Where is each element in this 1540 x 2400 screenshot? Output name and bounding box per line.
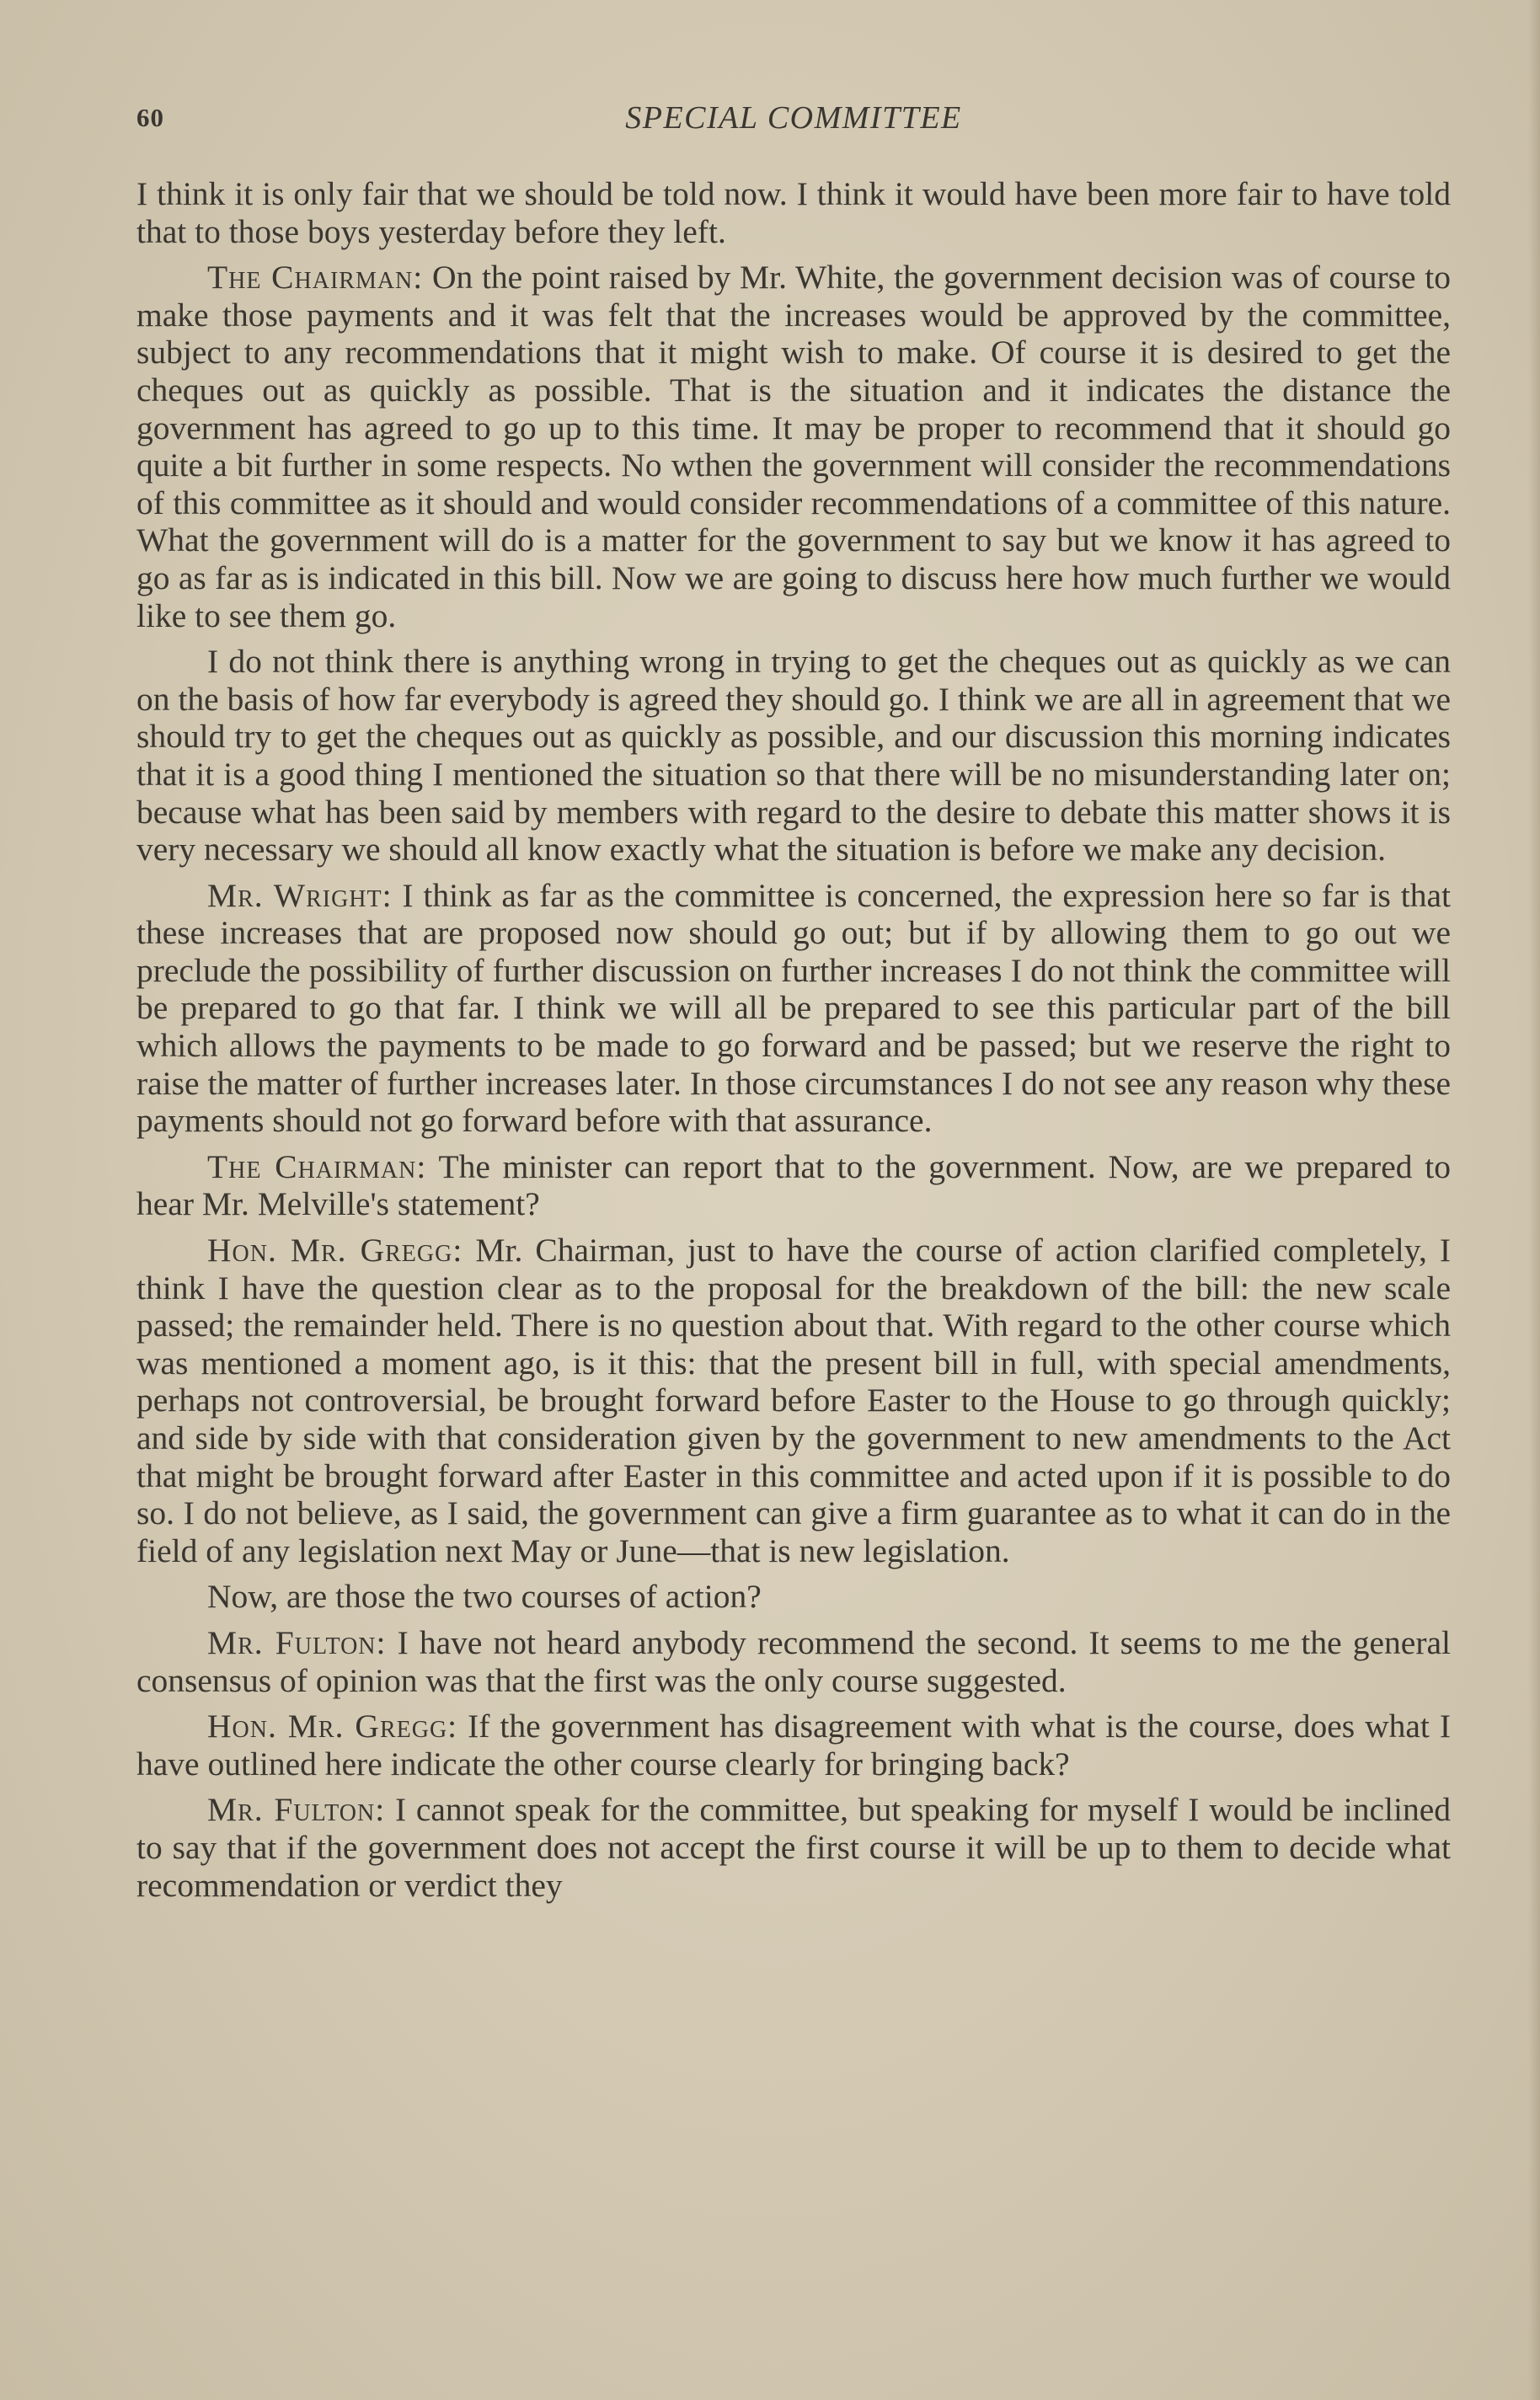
speaker-name: Hon. Mr. Gregg: [207,1708,458,1745]
paragraph-text: I do not think there is anything wrong in trying to get the cheques out as quickly as we can on the basis of how far everybody is agreed they should go. I think we are all in agreement that we should try to get the cheques out as quickly as possible, and our discussion this morning indicates that it is a good thing I mentioned the situation so that there will be no misunderstanding later on; because what has been said by members with regard to the desire to debate this matter shows it is very necessary we should all know exactly what the situation is before we make any decision. [136,643,1451,869]
paragraph [136,1148,1451,1223]
speaker-name: Mr. Fulton: [207,1791,386,1829]
speaker-name: The Chairman: [207,1147,427,1185]
speaker-name: Mr. Fulton: [207,1623,387,1661]
speaker-name: The Chairman: [207,259,424,297]
paragraph-text: If the government has disagreement with what is the course, does what I have outlined here indicate the other course clearly for bringing back? [136,1708,1451,1783]
speaker-name: Hon. Mr. Gregg: [207,1232,463,1269]
paragraph-text: I think as far as the committee is concerned, the expression here so far is that these increases that are proposed now should go out; but if by allowing them to go out we preclude the possibility of further discussion on further increases I do not think the committee will be prepared to go that far. I think we will all be prepared to see this particular part of the bill which allows the payments to be made to go forward and be passed; but we reserve the right to raise the matter of further increases later. In those circumstances I do not see any reason why these payments should not go forward before with that assurance. [136,876,1451,1140]
page-header [136,99,1451,147]
paragraph [136,259,1451,634]
paragraph-text: The minister can report that to the government. Now, are we prepared to hear Mr. Melville's statement? [136,1147,1451,1223]
paragraph-text: Now, are those the two courses of action? [207,1578,762,1616]
paragraph [136,1232,1451,1569]
paragraph-text: I have not heard anybody recommend the second. It seems to me the general consensus of opinion was that the first was the only course suggested. [136,1623,1451,1699]
paragraph [136,1708,1451,1783]
paragraph [136,175,1451,250]
paragraph-text: I cannot speak for the committee, but speaking for myself I would be inclined to say that if the government does not accept the first course it will be up to them to decide what recommendation or verdict they [136,1791,1451,1904]
speaker-name: Mr. Wright: [207,876,393,914]
paragraph [136,1791,1451,1904]
paragraph-text: I think it is only fair that we should be told now. I think it would have been more fair to have told that to those boys yesterday before they left. [136,175,1451,250]
running-head: SPECIAL COMMITTEE [625,100,962,136]
page-number: 60 [136,103,164,132]
paragraph [136,1578,1451,1616]
paragraph [136,877,1451,1140]
page-edge-shadow [1528,0,1540,2400]
body-text [136,175,1451,1904]
paragraph [136,1624,1451,1699]
paragraph-text: Mr. Chairman, just to have the course of action clarified completely, I think I have the question clear as to the proposal for the breakdown of the bill: the new scale passed; the remainder held. There is no question about that. With regard to the other course which was mentioned a moment ago, is it this: that the present bill in full, with special amendments, perhaps not controversial, be brought forward before Easter to the House to go through quickly; and side by side with that consideration given by the government to new amendments to the Act that might be brought forward after Easter in this committee and acted upon if it is possible to do so. I do not believe, as I said, the government can give a firm guarantee as to what it can do in the field of any legislation next May or June—that is new legislation. [136,1232,1452,1569]
paragraph [136,643,1451,869]
paragraph-text: On the point raised by Mr. White, the government decision was of course to make those payments and it was felt that the increases would be approved by the committee, subject to any recommendations that it might wish to make. Of course it is desired to get the cheques out as quickly as possible. That is the situation and it indicates the distance the government has agreed to go up to this time. It may be proper to recommend that it should go quite a bit further in some respects. No wthen the government will consider the recommendations of this committee as it should and would consider recommendations of a committee of this nature. What the government will do is a matter for the government to say but we know it has agreed to go as far as is indicated in this bill. Now we are going to discuss here how much further we would like to see them go. [136,259,1451,634]
